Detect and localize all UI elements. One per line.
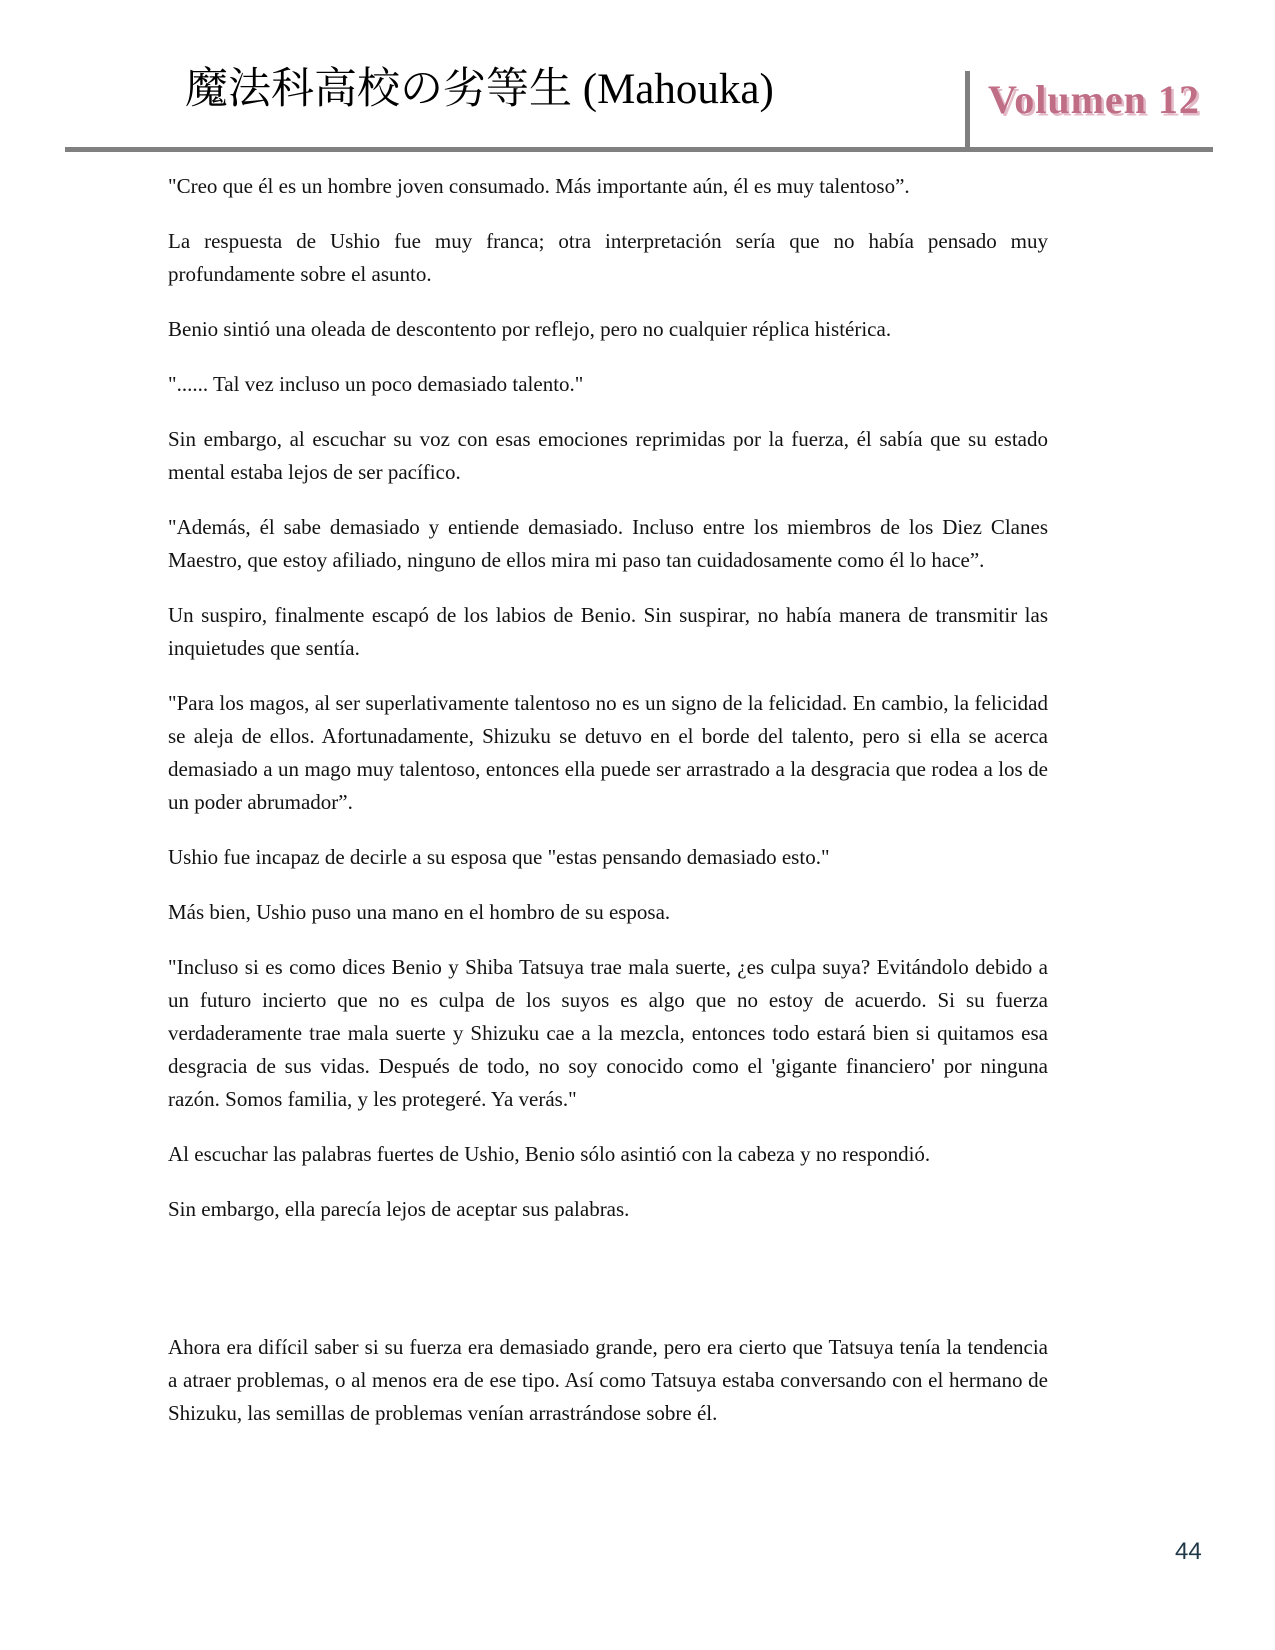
- paragraph: Al escuchar las palabras fuertes de Ushio, Benio sólo asintió con la cabeza y no respondió.: [168, 1142, 931, 1166]
- paragraph: Un suspiro, finalmente escapó de los labios de Benio. Sin suspirar, no había manera de transmitir las inquietudes que sentía.: [168, 603, 1048, 660]
- paragraph: Sin embargo, al escuchar su voz con esas emociones reprimidas por la fuerza, él sabía que su estado mental estaba lejos de ser pacífico.: [168, 427, 1048, 484]
- document-title: 魔法科高校の劣等生 (Mahouka): [185, 66, 774, 113]
- paragraph: "Además, él sabe demasiado y entiende demasiado. Incluso entre los miembros de los Diez Clanes Maestro, que estoy afiliado, ninguno de ellos mira mi paso tan cuidadosamente como él lo hace”.: [168, 515, 1048, 572]
- body-text: [168, 170, 1048, 1452]
- paragraph: La respuesta de Ushio fue muy franca; otra interpretación sería que no había pensado muy profundamente sobre el asunto.: [168, 229, 1048, 286]
- header-rule: [65, 147, 1213, 152]
- paragraph: Ahora era difícil saber si su fuerza era demasiado grande, pero era cierto que Tatsuya tenía la tendencia a atraer problemas, o al menos era de ese tipo. Así como Tatsuya estaba conversando con el hermano de Shizuku, las semillas de problemas venían arrastrándose sobre él.: [168, 1335, 1048, 1425]
- paragraph: Ushio fue incapaz de decirle a su esposa que "estas pensando demasiado esto.": [168, 845, 830, 869]
- volume-label: Volumen 12: [988, 77, 1200, 122]
- paragraph: Más bien, Ushio puso una mano en el hombro de su esposa.: [168, 900, 671, 924]
- page-number: 44: [1175, 1538, 1202, 1565]
- paragraph: "...... Tal vez incluso un poco demasiado talento.": [168, 372, 584, 396]
- header-vertical-divider: [965, 71, 970, 152]
- paragraph: "Para los magos, al ser superlativamente talentoso no es un signo de la felicidad. En cambio, la felicidad se aleja de ellos. Afortunadamente, Shizuku se detuvo en el borde del talento, pero si ella se acerca demasiado a un mago muy talentoso, entonces ella puede ser arrastrado a la desgracia que rodea a los de un poder abrumador”.: [168, 691, 1048, 814]
- paragraph: "Creo que él es un hombre joven consumado. Más importante aún, él es muy talentoso”.: [168, 174, 910, 198]
- paragraph: Benio sintió una oleada de descontento por reflejo, pero no cualquier réplica histérica.: [168, 317, 892, 341]
- paragraph: Sin embargo, ella parecía lejos de aceptar sus palabras.: [168, 1197, 630, 1221]
- paragraph: "Incluso si es como dices Benio y Shiba Tatsuya trae mala suerte, ¿es culpa suya? Evitándolo debido a un futuro incierto que no es culpa de los suyos es algo que no estoy de acuerdo. Si su fuerza verdaderamente trae mala suerte y Shizuku cae a la mezcla, entonces todo estará bien si quitamos esa desgracia de sus vidas. Después de todo, no soy conocido como el 'gigante financiero' por ninguna razón. Somos familia, y les protegeré. Ya verás.": [168, 955, 1048, 1111]
